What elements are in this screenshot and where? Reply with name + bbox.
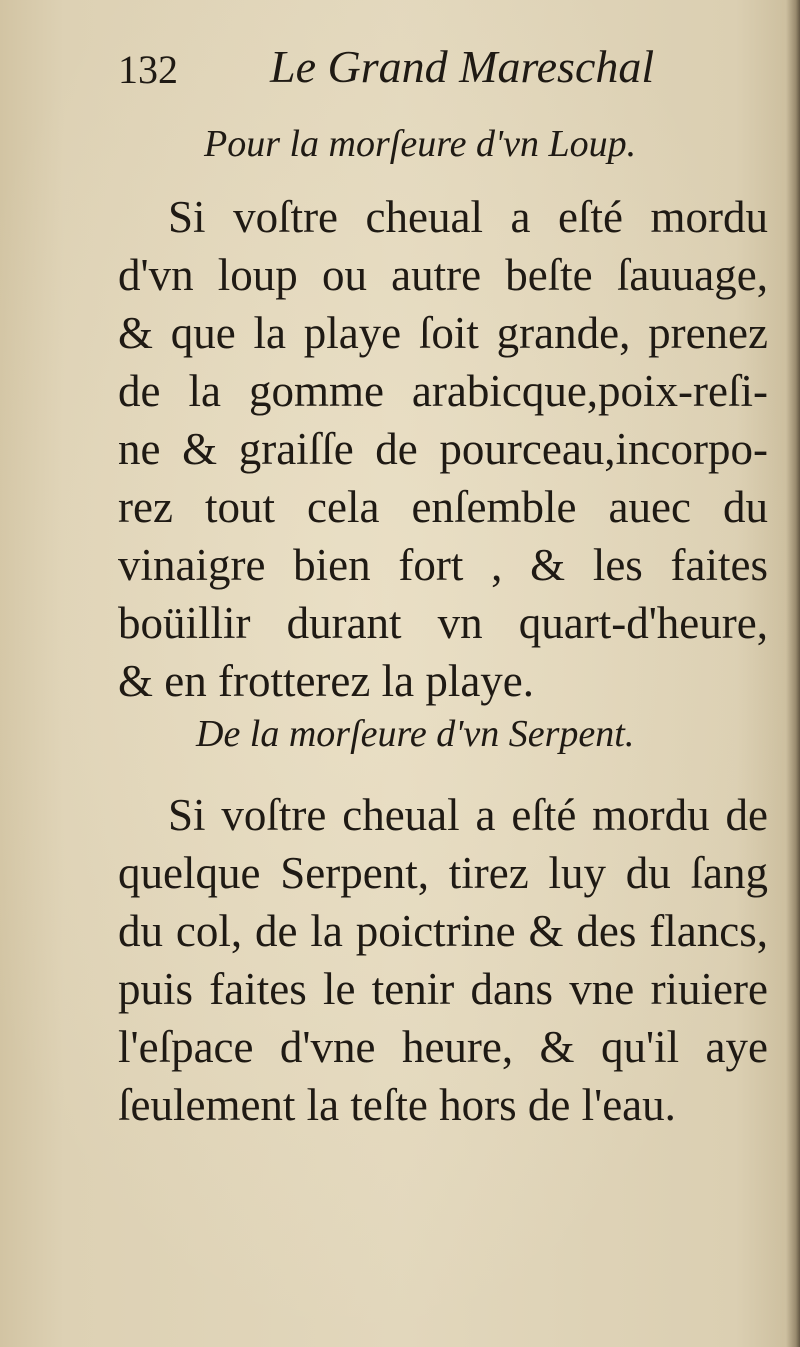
text-line: Si voſtre cheual a eſté mordu bbox=[168, 192, 768, 242]
text-line: puis faites le tenir dans vne riuiere bbox=[118, 964, 768, 1014]
page-number: 132 bbox=[118, 47, 178, 92]
text-line: ne & graiſſe de pourceau,incorpo- bbox=[118, 424, 768, 474]
text-line: du col, de la poictrine & des flancs, bbox=[118, 906, 768, 956]
text-line: quelque Serpent, tirez luy du ſang bbox=[118, 848, 768, 898]
text-line: & que la playe ſoit grande, prenez bbox=[118, 308, 768, 358]
paragraph-serpent-bite bbox=[118, 786, 768, 1134]
paragraph-wolf-bite bbox=[118, 188, 768, 710]
text-line: de la gomme arabicque,poix-reſi- bbox=[118, 366, 768, 416]
text-line: boüillir durant vn quart-d'heure, bbox=[118, 598, 768, 648]
section-heading-wolf-bite: Pour la morſeure d'vn Loup. bbox=[204, 123, 637, 165]
text-line: vinaigre bien fort , & les faites bbox=[118, 540, 768, 590]
running-title: Le Grand Mareschal bbox=[270, 41, 655, 92]
text-line: Si voſtre cheual a eſté mordu de bbox=[168, 790, 768, 840]
page-header bbox=[118, 40, 718, 100]
text-line: d'vn loup ou autre beſte ſauuage, bbox=[118, 250, 768, 300]
section-heading-serpent-bite: De la morſeure d'vn Serpent. bbox=[196, 713, 635, 755]
text-line: ſeulement la teſte hors de l'eau. bbox=[118, 1080, 676, 1130]
text-line: & en frotterez la playe. bbox=[118, 656, 535, 706]
text-line: l'eſpace d'vne heure, & qu'il aye bbox=[118, 1022, 768, 1072]
page-edge-shadow bbox=[786, 0, 800, 1347]
text-line: rez tout cela enſemble auec du bbox=[118, 482, 768, 532]
